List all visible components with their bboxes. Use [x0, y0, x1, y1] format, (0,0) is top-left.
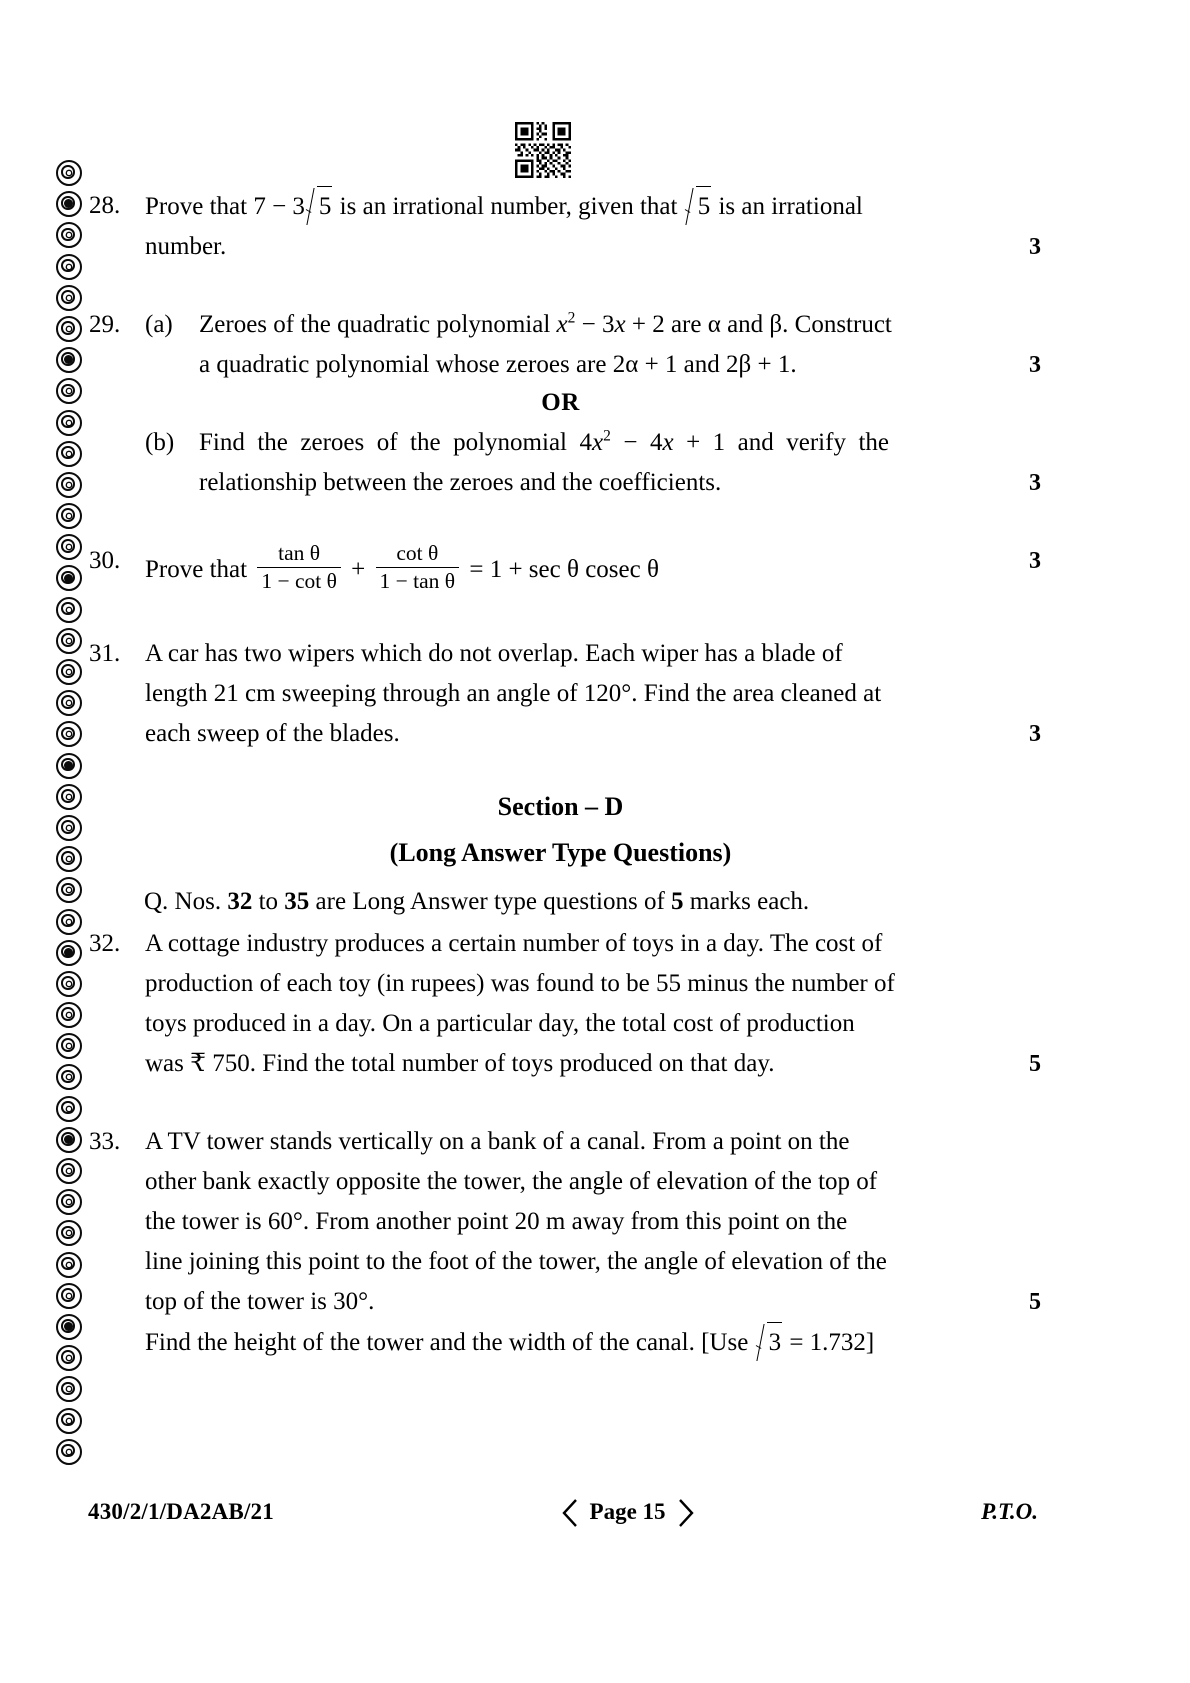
marks-value: 5 — [1029, 1051, 1041, 1078]
question-closing-line: Find the height of the tower and the width of the canal. [Use 3 = 1.732] — [145, 1322, 1033, 1363]
fraction-denominator: 1 − tan θ — [376, 567, 460, 594]
binding-ring-icon — [56, 1158, 82, 1184]
question-line: Prove that 7 − 3 5 is an irrational number, given that 5 is an irrational — [145, 186, 1033, 227]
binding-ring-icon — [56, 378, 82, 404]
binding-ring-icon — [56, 628, 82, 654]
note-from: 32 — [227, 888, 253, 916]
or-separator: OR — [541, 389, 580, 416]
question-line: A car has two wipers which do not overlap. Each wiper has a blade of — [145, 640, 843, 668]
part-label: (b) — [145, 429, 175, 456]
section-d-block — [88, 792, 1033, 922]
marks-value: 3 — [1029, 234, 1041, 260]
qr-code-icon — [515, 122, 571, 178]
question-number: 30. — [89, 547, 121, 574]
question-30 — [88, 541, 1041, 596]
note-mid2: are Long Answer type questions of — [309, 888, 672, 916]
question-line: toys produced in a day. On a particular day, the total cost of production — [145, 1010, 855, 1038]
fraction-tan-theta — [257, 541, 341, 595]
pto-label: P.T.O. — [981, 1499, 1038, 1524]
note-suffix: marks each. — [683, 888, 810, 916]
spiral-binding-decoration — [52, 160, 86, 1460]
binding-ring-icon — [56, 1064, 82, 1090]
binding-ring-icon — [56, 191, 82, 217]
binding-ring-icon — [56, 877, 82, 903]
section-subtitle: (Long Answer Type Questions) — [389, 838, 732, 868]
binding-ring-icon — [56, 222, 82, 248]
binding-ring-icon — [56, 659, 82, 685]
page-number-badge — [554, 1495, 702, 1529]
binding-ring-icon — [56, 254, 82, 280]
binding-ring-icon — [56, 1345, 82, 1371]
question-28 — [88, 186, 1041, 267]
question-29-part-b — [88, 423, 1041, 503]
binding-ring-icon — [56, 1096, 82, 1122]
chevron-right-icon — [678, 1499, 694, 1525]
binding-ring-icon — [56, 1408, 82, 1434]
section-title: Section – D — [497, 792, 624, 822]
question-text — [145, 1122, 1041, 1363]
question-32 — [88, 924, 1041, 1084]
fraction-numerator: tan θ — [278, 541, 321, 565]
question-number: 28. — [89, 192, 121, 219]
binding-ring-icon — [56, 909, 82, 935]
part-label: (a) — [145, 311, 173, 338]
question-number: 31. — [89, 640, 121, 668]
binding-ring-icon — [56, 1252, 82, 1278]
question-line: relationship between the zeroes and the coefficients. 3 — [199, 463, 1033, 503]
question-number: 29. — [89, 311, 121, 338]
binding-ring-icon — [56, 316, 82, 342]
question-line: A cottage industry produces a certain number of toys in a day. The cost of — [145, 930, 883, 958]
binding-ring-icon — [56, 534, 82, 560]
marks-value: 3 — [1029, 352, 1041, 378]
question-line — [145, 541, 1041, 596]
binding-ring-icon — [56, 1189, 82, 1215]
paper-code: 430/2/1/DA2AB/21 — [88, 1499, 274, 1524]
binding-ring-icon — [56, 721, 82, 747]
page-label: Page 15 — [589, 1499, 666, 1524]
page-footer — [88, 1495, 1038, 1529]
chevron-left-icon — [562, 1499, 578, 1525]
question-text — [145, 541, 1041, 596]
question-29-part-a — [88, 305, 1041, 385]
question-line — [145, 1044, 1041, 1084]
sqrt-5-icon: 5 — [306, 186, 333, 227]
plus-operator: + — [351, 556, 366, 584]
note-mid: to — [252, 888, 285, 916]
question-line: Zeroes of the quadratic polynomial $x^2 - 3x + 2$ are α and β. Construct — [199, 309, 892, 338]
binding-ring-icon — [56, 472, 82, 498]
question-line: length 21 cm sweeping through an angle of 120°. Find the area cleaned at — [145, 680, 882, 708]
equation-rhs: = 1 + sec θ cosec θ — [469, 556, 659, 584]
fraction-cot-theta — [376, 541, 460, 595]
question-line — [145, 1282, 1041, 1322]
question-list — [88, 186, 1041, 1363]
binding-ring-icon — [56, 347, 82, 373]
binding-ring-icon — [56, 1314, 82, 1340]
sqrt-5-icon: 5 — [685, 186, 712, 227]
binding-ring-icon — [56, 846, 82, 872]
binding-ring-icon — [56, 285, 82, 311]
question-line: Find the zeroes of the polynomial $4x^2 - 4x + 1$ and verify the — [199, 427, 889, 456]
marks-value: 3 — [1029, 548, 1041, 574]
question-line: line joining this point to the foot of the tower, the angle of elevation of the — [145, 1248, 887, 1276]
binding-ring-icon — [56, 690, 82, 716]
question-line-text: was ₹ 750. Find the total number of toys produced on that day. — [145, 1050, 775, 1078]
question-number: 32. — [89, 930, 121, 958]
binding-ring-icon — [56, 753, 82, 779]
binding-ring-icon — [56, 940, 82, 966]
question-text — [145, 634, 1041, 754]
sqrt-3-icon: 3 — [756, 1322, 783, 1363]
marks-value: 5 — [1029, 1289, 1041, 1316]
binding-ring-icon — [56, 160, 82, 186]
question-line: the tower is 60°. From another point 20 m away from this point on the — [145, 1208, 848, 1236]
marks-value: 3 — [1029, 721, 1041, 748]
question-number: 33. — [89, 1128, 121, 1156]
question-line-text: each sweep of the blades. — [145, 720, 400, 748]
section-instruction — [88, 882, 1033, 922]
marks-value: 3 — [1029, 470, 1041, 496]
binding-ring-icon — [56, 565, 82, 591]
note-marks: 5 — [671, 888, 684, 916]
question-stem: Prove that — [145, 556, 248, 584]
binding-ring-icon — [56, 784, 82, 810]
binding-ring-icon — [56, 971, 82, 997]
binding-ring-icon — [56, 815, 82, 841]
binding-ring-icon — [56, 1376, 82, 1402]
binding-ring-icon — [56, 441, 82, 467]
question-line: other bank exactly opposite the tower, the angle of elevation of the top of — [145, 1168, 878, 1196]
binding-ring-icon — [56, 410, 82, 436]
question-text — [199, 305, 1041, 385]
binding-ring-icon — [56, 597, 82, 623]
fraction-numerator: cot θ — [396, 541, 439, 565]
question-text — [145, 186, 1041, 267]
question-line: A TV tower stands vertically on a bank of a canal. From a point on the — [145, 1128, 850, 1156]
binding-ring-icon — [56, 1283, 82, 1309]
question-line: a quadratic polynomial whose zeroes are 2α + 1 and 2β + 1. 3 — [199, 345, 1033, 385]
note-prefix: Q. Nos. — [144, 888, 228, 916]
fraction-denominator: 1 − cot θ — [257, 567, 341, 594]
binding-ring-icon — [56, 1033, 82, 1059]
question-line: number. 3 — [145, 227, 1033, 267]
question-line — [145, 714, 1041, 754]
binding-ring-icon — [56, 1002, 82, 1028]
binding-ring-icon — [56, 1439, 82, 1465]
question-text — [199, 423, 1041, 503]
binding-ring-icon — [56, 503, 82, 529]
question-33 — [88, 1122, 1041, 1363]
binding-ring-icon — [56, 1127, 82, 1153]
question-31 — [88, 634, 1041, 754]
question-line: production of each toy (in rupees) was found to be 55 minus the number of — [145, 970, 895, 998]
binding-ring-icon — [56, 1220, 82, 1246]
question-line-text: top of the tower is 30°. — [145, 1288, 375, 1316]
question-text — [145, 924, 1041, 1084]
note-to: 35 — [284, 888, 310, 916]
